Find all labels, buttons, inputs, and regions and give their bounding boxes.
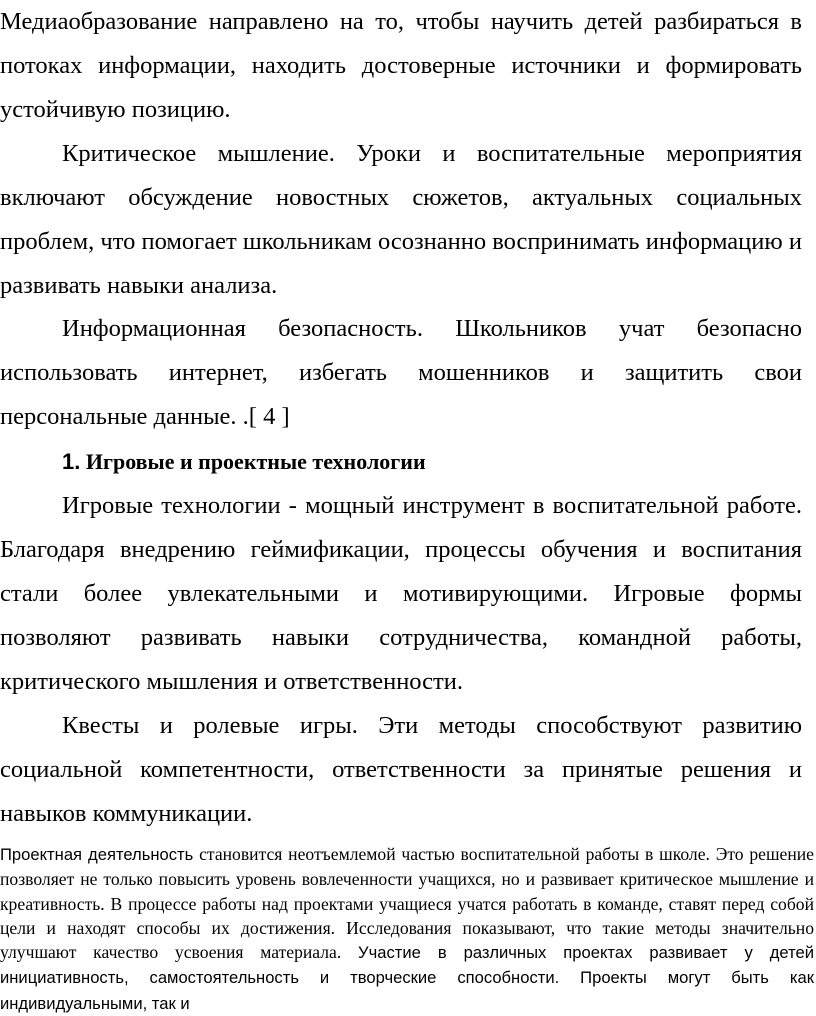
project-activity-term: Проектная деятельность	[0, 845, 194, 864]
paragraph-project-activity	[0, 842, 814, 1016]
section-heading-text: Игровые и проектные технологии	[85, 449, 426, 474]
project-activity-body: становится неотъемлемой частью воспитательной работы в школе. Это решение позволяет не только повысить уровень вовлеченности учащихся, но и развивает критическое мышление и креативность. В процессе работы над проектами учащиеся учатся работать в команде, ставят перед собой цели и находят способы их достижения. Исследования показывают, что такие методы значительно улучшают качество усвоения материала.	[0, 844, 814, 963]
paragraph-media-education: Медиаобразование направлено на то, чтобы научить детей разбираться в потоках информации, находить достоверные источники и формировать устойчивую позицию.	[0, 8, 802, 123]
section-heading	[62, 440, 802, 484]
project-activity-tail: Участие в различных проектах развивает у детей инициативность, самостоятельность и творческие способности. Проекты могут быть как индивидуальными, так и	[0, 943, 814, 1013]
section-heading-number: 1.	[62, 449, 81, 474]
paragraph-information-security: Информационная безопасность. Школьников учат безопасно использовать интернет, избегать мошенников и защитить свои персональные данные. .[ 4 ]	[0, 315, 802, 430]
paragraph-game-technologies: Игровые технологии - мощный инструмент в воспитательной работе. Благодаря внедрению геймификации, процессы обучения и воспитания стали более увлекательными и мотивирующими. Игровые формы позволяют развивать навыки сотрудничества, командной работы, критического мышления и ответственности.	[0, 492, 802, 695]
paragraph-critical-thinking: Критическое мышление. Уроки и воспитательные мероприятия включают обсуждение новостных сюжетов, актуальных социальных проблем, что помогает школьникам осознанно воспринимать информацию и развивать навыки анализа.	[0, 140, 802, 299]
paragraph-quests: Квесты и ролевые игры. Эти методы способствуют развитию социальной компетентности, ответственности за принятые решения и навыков коммуникации.	[0, 712, 802, 827]
